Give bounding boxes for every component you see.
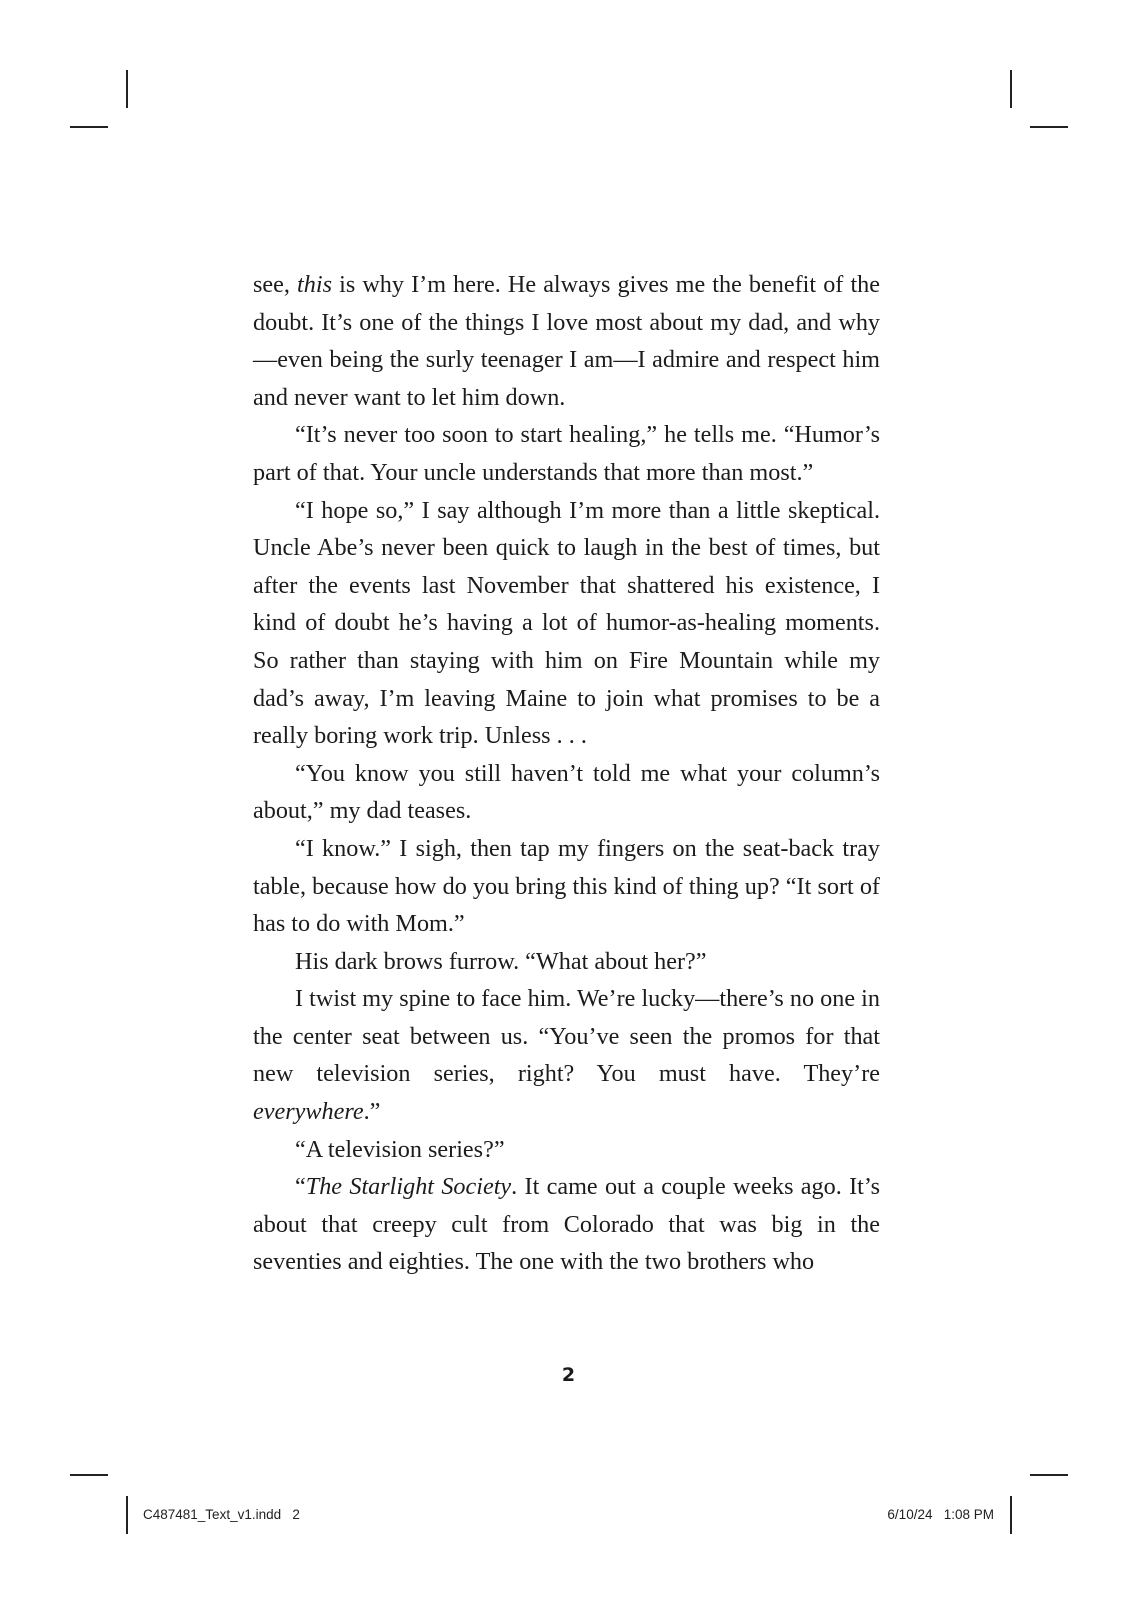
text-run: “: [295, 1173, 306, 1201]
crop-mark-bottom-right-horizontal: [1030, 1474, 1068, 1476]
paragraph: [253, 1131, 880, 1169]
text-run: see,: [253, 271, 298, 298]
text-run: . It came out a couple weeks ago. It’s about that creepy cult from Colorado that was big in the seventies and eighties. The one with the two brothers who: [253, 1173, 880, 1276]
italic-text: everywhere: [253, 1098, 364, 1126]
text-run: “I know.” I sigh, then tap my fingers on the seat-back tray table, because how do you bring this kind of thing up? “It sort of has to do with Mom.”: [253, 834, 880, 938]
text-run: His dark brows furrow. “What about her?”: [295, 947, 707, 975]
italic-text: The Starlight Society: [305, 1173, 512, 1201]
crop-mark-top-right-horizontal: [1030, 126, 1068, 128]
text-run: .”: [363, 1098, 381, 1126]
paragraph: [253, 492, 880, 755]
crop-mark-bottom-left-horizontal: [70, 1474, 108, 1476]
paragraph: [253, 266, 880, 416]
text-run: I twist my spine to face him. We’re lucky—there’s no one in the center seat between us. “You’ve seen the promos for that new television series, right? You must have. They’re: [253, 985, 880, 1088]
paragraph: [253, 755, 880, 830]
text-run: “A television series?”: [295, 1135, 505, 1163]
crop-mark-top-right-vertical: [1010, 70, 1012, 108]
paragraph: [253, 830, 880, 943]
body-text: [253, 266, 880, 1281]
page-number: 2: [561, 1364, 576, 1386]
text-run: is why I’m here. He always gives me the benefit of the doubt. It’s one of the things I love most about my dad, and why—even being the surly teenager I am—I admire and respect him and never want to let him down.: [253, 271, 880, 411]
crop-mark-top-left-vertical: [126, 70, 128, 108]
paragraph: [253, 1168, 880, 1281]
paragraph: [253, 943, 880, 981]
text-run: “You know you still haven’t told me what your column’s about,” my dad teases.: [253, 759, 880, 825]
italic-text: this: [297, 271, 332, 298]
crop-mark-bottom-left-vertical: [126, 1496, 128, 1534]
text-run: “It’s never too soon to start healing,” he tells me. “Humor’s part of that. Your uncle understands that more than most.”: [253, 421, 880, 486]
paragraph: [253, 980, 880, 1130]
paragraph: [253, 416, 880, 491]
text-run: “I hope so,” I say although I’m more than a little skeptical. Uncle Abe’s never been quick to laugh in the best of times, but after the events last November that shattered his existence, I kind of doubt he’s having a lot of humor-as-healing moments. So rather than staying with him on Fire Mountain while my dad’s away, I’m leaving Maine to join what promises to be a really boring work trip. Unless . . .: [253, 496, 880, 750]
crop-mark-top-left-horizontal: [70, 126, 108, 128]
slug-timestamp: 6/10/24 1:08 PM: [887, 1507, 994, 1522]
slug-filename: C487481_Text_v1.indd 2: [143, 1507, 300, 1522]
crop-mark-bottom-right-vertical: [1010, 1496, 1012, 1534]
